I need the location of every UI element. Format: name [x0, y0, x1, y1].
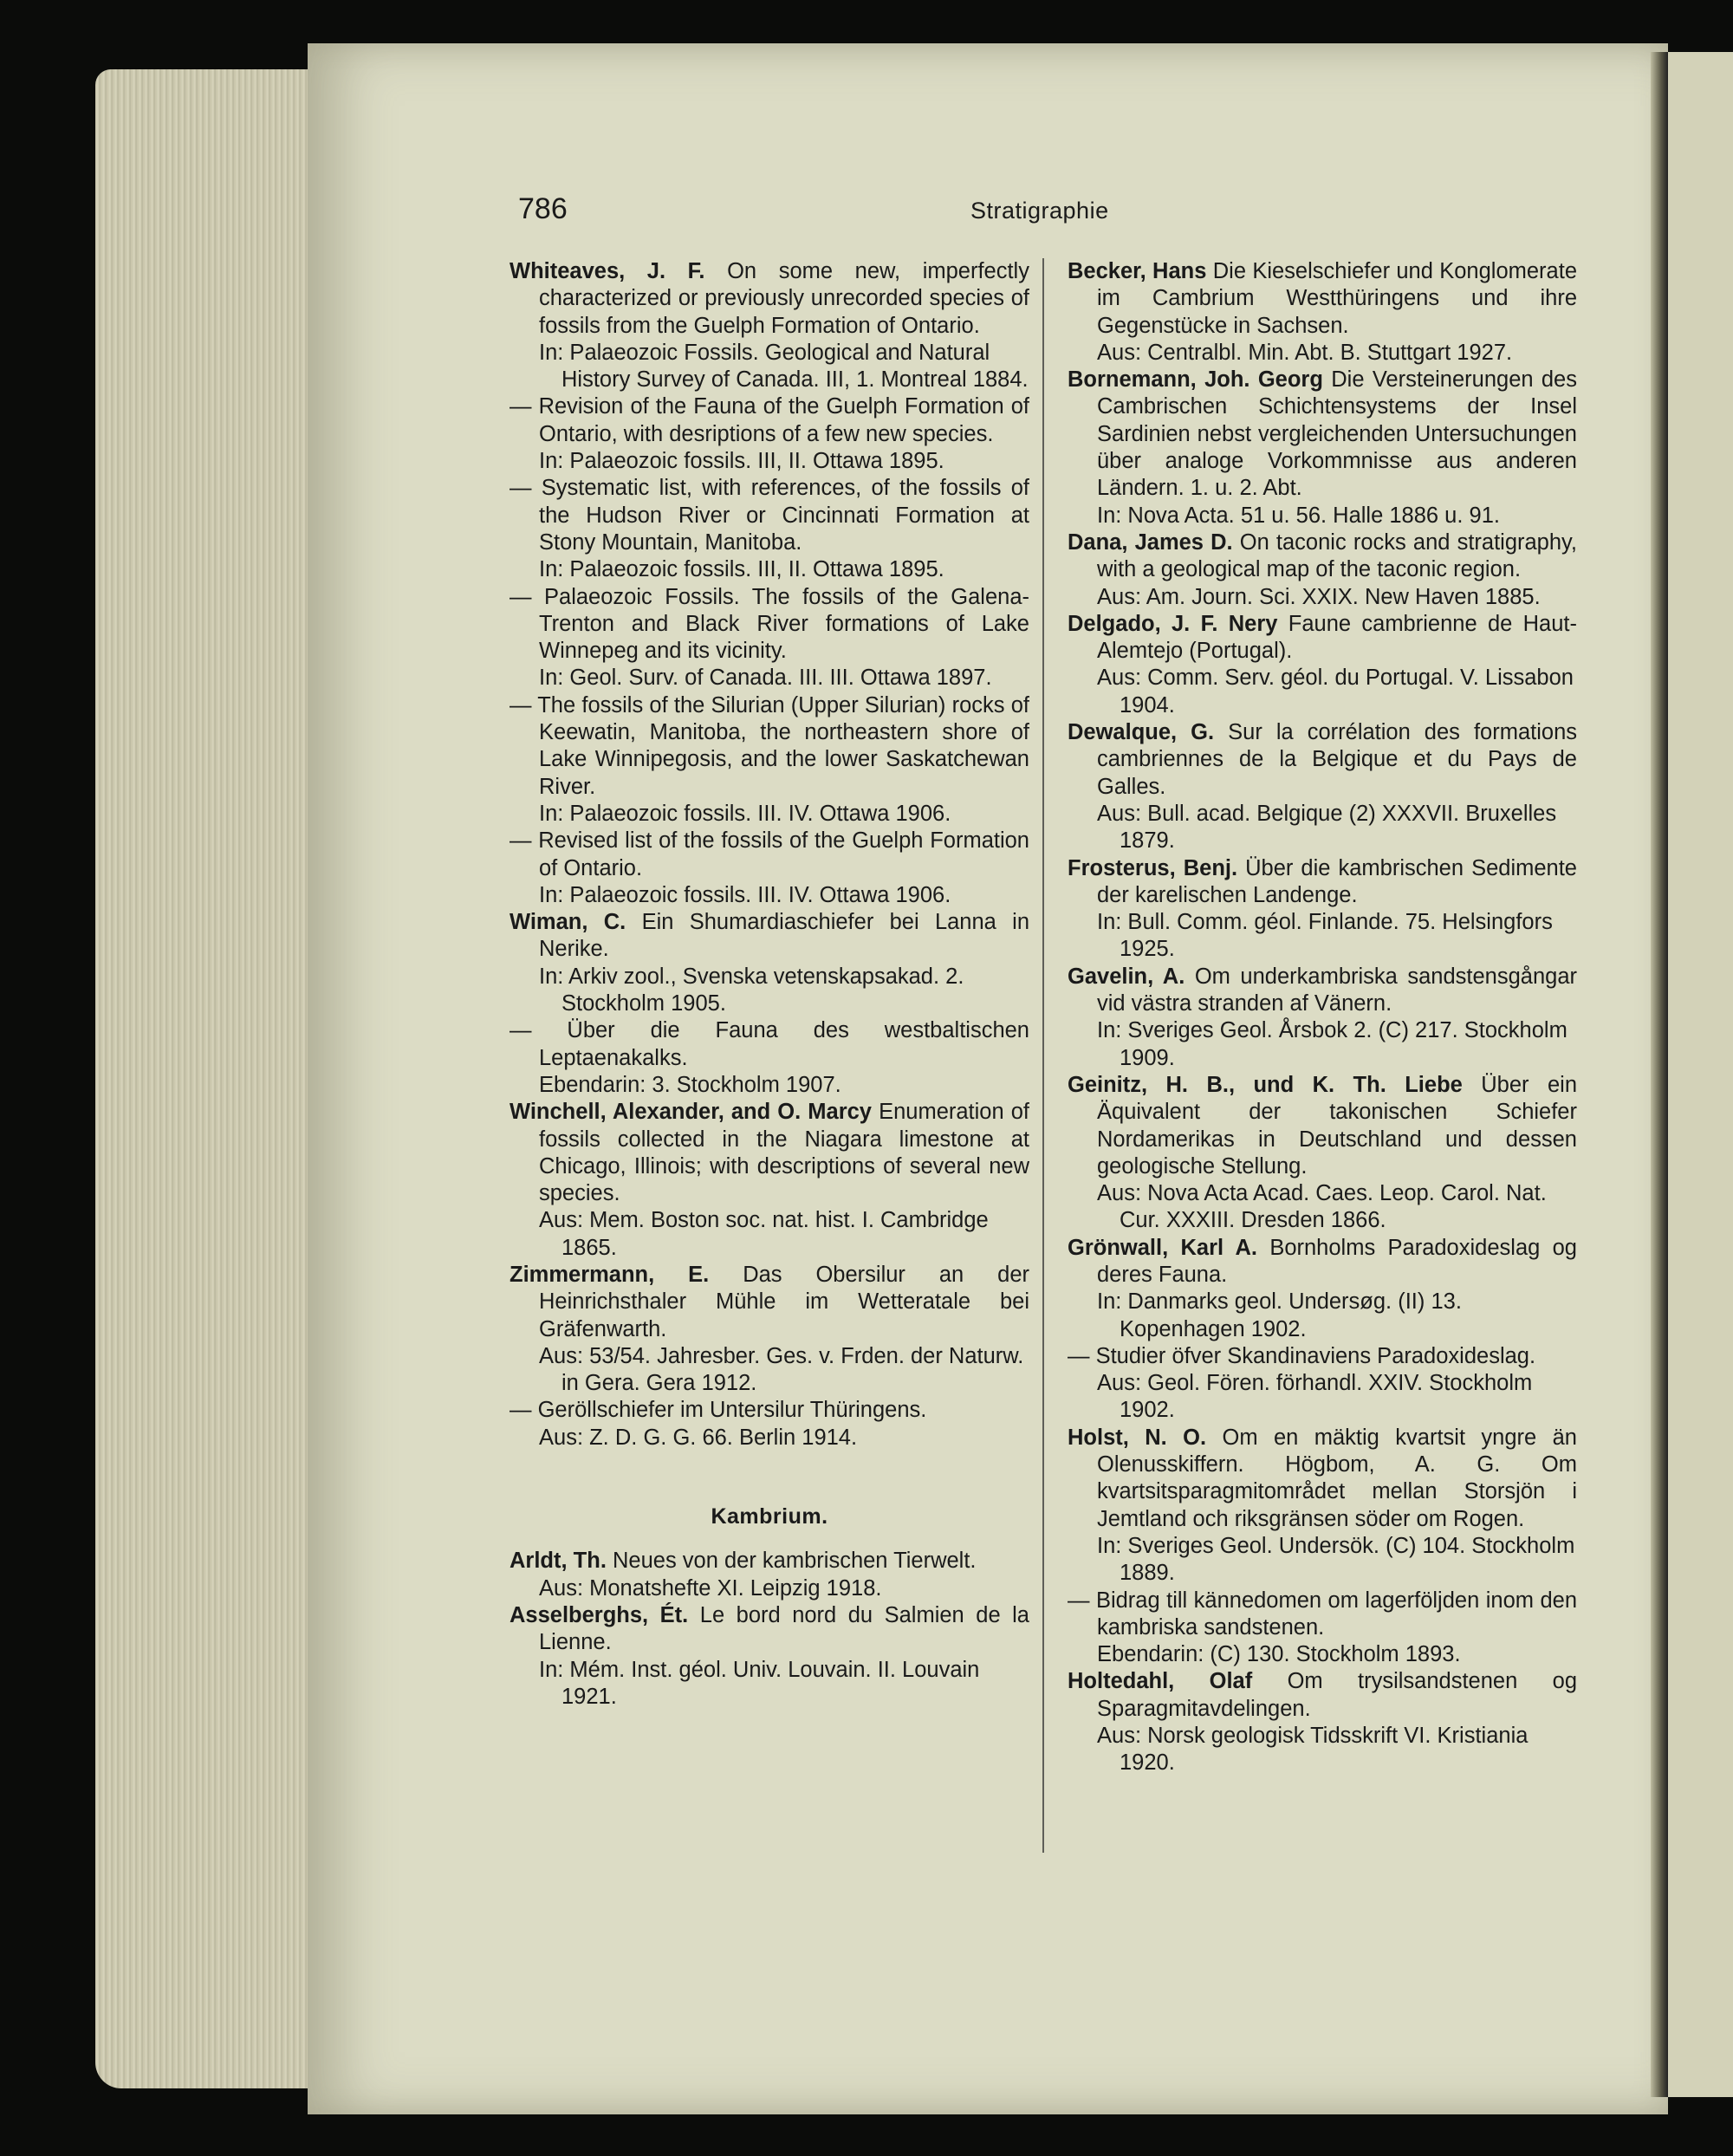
entry-source: Aus: Monatshefte XI. Leipzig 1918.	[539, 1575, 882, 1601]
entry-author: Asselberghs, Ét.	[510, 1602, 689, 1627]
entry-title: Om trysilsandstenen og Sparagmitavdelingen.	[1097, 1669, 1577, 1721]
bibliography-entry	[1068, 1425, 1577, 1533]
entry-author: Gavelin, A.	[1068, 964, 1185, 989]
entry-author: Bornemann, Joh. Georg	[1068, 367, 1323, 393]
entry-author: Delgado, J. F. Nery	[1068, 611, 1278, 636]
entry-source: In: Sveriges Geol. Undersök. (C) 104. Stockholm 1889.	[1097, 1533, 1575, 1586]
entry-title: Ein Shumardiaschiefer bei Lanna in Nerike.	[539, 910, 1030, 962]
entry-source: Aus: Geol. Fören. förhandl. XXIV. Stockholm 1902.	[1097, 1371, 1533, 1423]
entry-source: In: Mém. Inst. géol. Univ. Louvain. II. Louvain 1921.	[539, 1657, 980, 1709]
entry-title: On some new, imperfectly characterized or previously unrecorded species of fossils from the Guelph Formation of Ontario.	[539, 259, 1029, 338]
bibliography-entry	[510, 1397, 1029, 1424]
entry-source: In: Nova Acta. 51 u. 56. Halle 1886 u. 91.	[1097, 503, 1500, 528]
right-column	[1068, 258, 1577, 1777]
entry-source: Aus: 53/54. Jahresber. Ges. v. Frden. der Naturw. in Gera. Gera 1912.	[539, 1343, 1024, 1396]
bibliography-entry	[1068, 367, 1577, 502]
entry-title: — Bidrag till kännedomen om lagerföljden inom den kambriska sandstenen.	[1068, 1588, 1577, 1640]
entry-title: Über ein Äquivalent der takonischen Schiefer Nordamerikas in Deutschland und dessen geologische Stellung.	[1097, 1072, 1577, 1179]
entry-title: Om underkambriska sandstensgångar vid västra stranden af Vänern.	[1097, 964, 1577, 1016]
bibliography-entry	[510, 909, 1029, 964]
bibliography-entry	[510, 584, 1029, 666]
left-entries	[510, 258, 1029, 1451]
bibliography-entry	[510, 1099, 1029, 1207]
entry-title: Enumeration of fossils collected in the Niagara limestone at Chicago, Illinois; with descriptions of several new species.	[539, 1100, 1029, 1206]
entry-author: Frosterus, Benj.	[1068, 855, 1238, 880]
entry-source: In: Palaeozoic fossils. III, II. Ottawa 1895.	[539, 449, 944, 474]
entry-author: Whiteaves, J. F.	[510, 259, 705, 283]
bibliography-entry	[1068, 855, 1577, 910]
entry-source: Aus: Nova Acta Acad. Caes. Leop. Carol. Nat. Cur. XXXIII. Dresden 1866.	[1097, 1181, 1547, 1233]
entry-source: In: Danmarks geol. Undersøg. (II) 13. Kopenhagen 1902.	[1097, 1289, 1462, 1341]
entry-source: Aus: Mem. Boston soc. nat. hist. I. Cambridge 1865.	[539, 1208, 989, 1260]
entry-author: Arldt, Th.	[510, 1549, 607, 1574]
kambrium-entries	[510, 1548, 1029, 1711]
entry-source: Ebendarin: (C) 130. Stockholm 1893.	[1097, 1642, 1461, 1667]
entry-title: Le bord nord du Salmien de la Lienne.	[539, 1602, 1029, 1655]
entry-source: In: Sveriges Geol. Årsbok 2. (C) 217. Stockholm 1909.	[1097, 1018, 1567, 1070]
bibliography-entry	[510, 1602, 1029, 1657]
entry-source: In: Palaeozoic fossils. III. IV. Ottawa 1906.	[539, 882, 951, 907]
entry-source: Aus: Z. D. G. G. 66. Berlin 1914.	[539, 1425, 858, 1450]
section-heading: Kambrium.	[711, 1504, 828, 1529]
bibliography-entry	[1068, 1668, 1577, 1723]
entry-author: Dana, James D.	[1068, 529, 1233, 555]
entry-source: In: Bull. Comm. géol. Finlande. 75. Helsingfors 1925.	[1097, 910, 1553, 962]
entry-title: — Revised list of the fossils of the Guelph Formation of Ontario.	[510, 828, 1029, 880]
entry-source: Ebendarin: 3. Stockholm 1907.	[539, 1072, 841, 1097]
bibliography-entry	[510, 393, 1029, 448]
entry-title: — Systematic list, with references, of the fossils of the Hudson River or Cincinnati Formation at Stony Mountain, Manitoba.	[510, 476, 1029, 555]
entry-title: Die Kieselschiefer und Konglomerate im Cambrium Westthüringens und ihre Gegenstücke in Sachsen.	[1097, 259, 1578, 338]
entry-title: Bornholms Paradoxideslag og deres Fauna.	[1097, 1235, 1577, 1287]
entry-source: In: Palaeozoic fossils. III, II. Ottawa 1895.	[539, 557, 944, 582]
facing-page-edge	[1668, 52, 1733, 2097]
entry-title: — Geröllschiefer im Untersilur Thüringens.	[510, 1398, 927, 1423]
entry-source: Aus: Centralbl. Min. Abt. B. Stuttgart 1927.	[1097, 340, 1513, 365]
entry-author: Becker, Hans	[1068, 259, 1207, 283]
entry-source: Aus: Norsk geologisk Tidsskrift VI. Kristiania 1920.	[1097, 1724, 1529, 1776]
entry-title: Über die kambrischen Sedimente der karelischen Landenge.	[1097, 855, 1577, 907]
entry-title: Sur la corrélation des formations cambriennes de la Belgique et du Pays de Galles.	[1097, 720, 1578, 799]
bibliography-entry	[1068, 1235, 1577, 1289]
bibliography-entry	[1068, 1072, 1577, 1180]
bibliography-entry	[1068, 964, 1577, 1018]
right-entries	[1068, 258, 1577, 1777]
entry-source: Aus: Comm. Serv. géol. du Portugal. V. Lissabon 1904.	[1097, 666, 1574, 718]
entry-title: Om en mäktig kvartsit yngre än Olenusskiffern. Högbom, A. G. Om kvartsitsparagmitområdet mellan Storsjön i Jemtland och riksgränsen söder om Rogen.	[1097, 1425, 1577, 1531]
running-title: Stratigraphie	[970, 198, 1109, 224]
bibliography-entry	[1068, 529, 1577, 584]
entry-title: Das Obersilur an der Heinrichsthaler Mühle im Wetteratale bei Gräfenwarth.	[539, 1262, 1030, 1341]
entry-title: — Studier öfver Skandinaviens Paradoxideslag.	[1068, 1343, 1536, 1368]
entry-source: In: Geol. Surv. of Canada. III. III. Ottawa 1897.	[539, 666, 992, 691]
entry-title: — Palaeozoic Fossils. The fossils of the Galena-Trenton and Black River formations of Lake Winnepeg and its vicinity.	[510, 584, 1029, 664]
entry-author: Wiman, C.	[510, 910, 626, 935]
entry-source: Aus: Am. Journ. Sci. XXIX. New Haven 1885.	[1097, 584, 1541, 609]
entry-source: In: Palaeozoic fossils. III. IV. Ottawa 1906.	[539, 801, 951, 826]
bibliography-entry	[510, 1017, 1029, 1072]
entry-author: Dewalque, G.	[1068, 720, 1215, 745]
entry-title: — Revision of the Fauna of the Guelph Formation of Ontario, with desriptions of a few new species.	[510, 394, 1029, 446]
bibliography-entry	[1068, 1343, 1577, 1370]
bibliography-entry	[510, 1262, 1029, 1343]
bibliography-entry	[510, 1548, 1029, 1575]
bibliography-entry	[1068, 611, 1577, 666]
entry-source: In: Arkiv zool., Svenska vetenskapsakad. 2. Stockholm 1905.	[539, 964, 964, 1016]
entry-source: In: Palaeozoic Fossils. Geological and Natural History Survey of Canada. III, 1. Montreal 1884.	[539, 340, 1029, 393]
entry-source: Aus: Bull. acad. Belgique (2) XXXVII. Bruxelles 1879.	[1097, 801, 1557, 854]
book-gutter	[1651, 52, 1668, 2097]
entry-title: — The fossils of the Silurian (Upper Silurian) rocks of Keewatin, Manitoba, the northeastern shore of Lake Winnipegosis, and the lower Saskatchewan River.	[510, 692, 1029, 799]
entry-title: — Über die Fauna des westbaltischen Leptaenakalks.	[510, 1018, 1029, 1070]
bibliography-entry	[1068, 719, 1577, 801]
bibliography-entry	[1068, 1588, 1577, 1642]
entry-author: Holst, N. O.	[1068, 1425, 1207, 1450]
entry-author: Grönwall, Karl A.	[1068, 1235, 1257, 1260]
entry-title: Die Versteinerungen des Cambrischen Schichtensystems der Insel Sardinien nebst vergleichenden Untersuchungen über analoge Vorkommnisse aus anderen Ländern. 1. u. 2. Abt.	[1097, 367, 1577, 501]
book-page-edges	[95, 69, 312, 2088]
entry-author: Geinitz, H. B., und K. Th. Liebe	[1068, 1072, 1463, 1097]
bibliography-entry	[1068, 258, 1577, 340]
entry-author: Winchell, Alexander, and O. Marcy	[510, 1100, 872, 1125]
entry-title: Faune cambrienne de Haut-Alemtejo (Portugal).	[1097, 611, 1577, 664]
entry-title: On taconic rocks and stratigraphy, with a geological map of the taconic region.	[1097, 529, 1577, 582]
page-number: 786	[518, 192, 568, 225]
page-header	[0, 192, 1733, 236]
bibliography-entry	[510, 258, 1029, 340]
entry-author: Holtedahl, Olaf	[1068, 1669, 1253, 1694]
column-divider	[1042, 258, 1044, 1853]
bibliography-entry	[510, 692, 1029, 801]
left-column	[510, 258, 1029, 1711]
bibliography-entry	[510, 475, 1029, 556]
bibliography-entry	[510, 828, 1029, 882]
entry-author: Zimmermann, E.	[510, 1262, 710, 1287]
entry-title: Neues von der kambrischen Tierwelt.	[613, 1549, 977, 1574]
